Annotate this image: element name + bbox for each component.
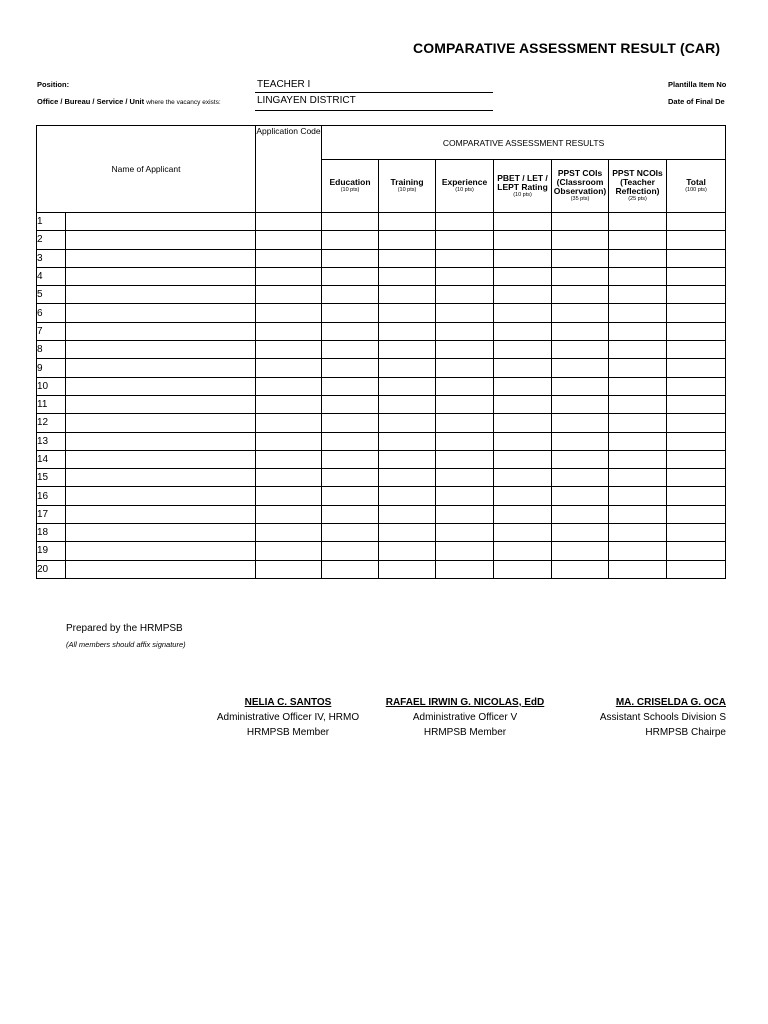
row-number: 2 <box>37 231 66 249</box>
table-row <box>37 487 726 505</box>
experience-cell[interactable] <box>436 487 494 505</box>
row-number: 5 <box>37 286 66 304</box>
training-cell[interactable] <box>379 286 436 304</box>
signatory-3 <box>596 695 726 740</box>
application-code-cell[interactable] <box>256 359 322 377</box>
experience-cell[interactable] <box>436 304 494 322</box>
signatory-name: NELIA C. SANTOS <box>244 697 332 708</box>
education-cell[interactable] <box>322 395 379 413</box>
application-code-cell[interactable] <box>256 414 322 432</box>
total-cell[interactable] <box>667 542 726 560</box>
total-cell[interactable] <box>667 505 726 523</box>
application-code-cell[interactable] <box>256 469 322 487</box>
ncois-cell[interactable] <box>609 249 667 267</box>
applicant-name-cell[interactable] <box>66 414 256 432</box>
experience-cell[interactable] <box>436 286 494 304</box>
table-row <box>37 231 726 249</box>
applicant-name-cell[interactable] <box>66 322 256 340</box>
total-cell[interactable] <box>667 249 726 267</box>
application-code-cell[interactable] <box>256 377 322 395</box>
applicant-name-cell[interactable] <box>66 560 256 578</box>
total-cell[interactable] <box>667 469 726 487</box>
application-code-cell[interactable] <box>256 304 322 322</box>
table-row <box>37 359 726 377</box>
signatory-role: HRMPSB Member <box>246 727 330 738</box>
education-cell[interactable] <box>322 450 379 468</box>
table-row <box>37 542 726 560</box>
education-cell[interactable] <box>322 469 379 487</box>
cois-cell[interactable] <box>552 341 609 359</box>
applicant-name-cell[interactable] <box>66 432 256 450</box>
criterion-total-header <box>667 160 726 213</box>
cois-cell[interactable] <box>552 524 609 542</box>
signatory-position: Assistant Schools Division S <box>599 712 726 723</box>
cois-cell[interactable] <box>552 231 609 249</box>
applicant-name-cell[interactable] <box>66 304 256 322</box>
application-code-cell[interactable] <box>256 560 322 578</box>
cois-cell[interactable] <box>552 487 609 505</box>
total-cell[interactable] <box>667 432 726 450</box>
table-row <box>37 267 726 285</box>
rating-cell[interactable] <box>494 322 552 340</box>
plantilla-label: Plantilla Item No <box>668 80 727 89</box>
row-number: 13 <box>37 432 66 450</box>
signatory-position: Administrative Officer IV, HRMO <box>216 712 360 723</box>
table-row <box>37 469 726 487</box>
experience-cell[interactable] <box>436 414 494 432</box>
education-cell[interactable] <box>322 341 379 359</box>
applicant-name-cell[interactable] <box>66 341 256 359</box>
office-underline <box>255 110 493 111</box>
total-cell[interactable] <box>667 286 726 304</box>
applicant-name-cell[interactable] <box>66 213 256 231</box>
position-value: TEACHER I <box>257 79 311 90</box>
table-row <box>37 450 726 468</box>
criterion-education-header <box>322 160 379 213</box>
cois-cell[interactable] <box>552 304 609 322</box>
applicant-name-cell[interactable] <box>66 231 256 249</box>
ncois-cell[interactable] <box>609 231 667 249</box>
applicant-name-cell[interactable] <box>66 505 256 523</box>
position-label: Position: <box>37 80 70 89</box>
cois-cell[interactable] <box>552 450 609 468</box>
rating-cell[interactable] <box>494 359 552 377</box>
education-cell[interactable] <box>322 560 379 578</box>
signatory-name: MA. CRISELDA G. OCA <box>615 697 726 708</box>
row-number: 7 <box>37 322 66 340</box>
criterion-points: (10 pts) <box>340 187 360 193</box>
row-number: 1 <box>37 213 66 231</box>
application-code-cell[interactable] <box>256 213 322 231</box>
experience-cell[interactable] <box>436 542 494 560</box>
application-code-header: Application Code <box>256 126 322 213</box>
office-label <box>37 97 221 106</box>
signatory-2 <box>370 695 560 740</box>
total-cell[interactable] <box>667 377 726 395</box>
total-cell[interactable] <box>667 213 726 231</box>
row-number: 9 <box>37 359 66 377</box>
experience-cell[interactable] <box>436 432 494 450</box>
cois-cell[interactable] <box>552 267 609 285</box>
ncois-cell[interactable] <box>609 359 667 377</box>
cois-cell[interactable] <box>552 377 609 395</box>
table-row <box>37 432 726 450</box>
criterion-points: (35 pts) <box>570 196 590 202</box>
application-code-cell[interactable] <box>256 395 322 413</box>
criterion-points: (100 pts) <box>685 187 707 193</box>
row-number: 3 <box>37 249 66 267</box>
training-cell[interactable] <box>379 213 436 231</box>
cois-cell[interactable] <box>552 249 609 267</box>
cois-cell[interactable] <box>552 542 609 560</box>
experience-cell[interactable] <box>436 395 494 413</box>
table-row <box>37 560 726 578</box>
rating-cell[interactable] <box>494 560 552 578</box>
cois-cell[interactable] <box>552 469 609 487</box>
ncois-cell[interactable] <box>609 377 667 395</box>
ncois-cell[interactable] <box>609 524 667 542</box>
training-cell[interactable] <box>379 267 436 285</box>
ncois-cell[interactable] <box>609 542 667 560</box>
cois-cell[interactable] <box>552 286 609 304</box>
cois-cell[interactable] <box>552 322 609 340</box>
table-row <box>37 249 726 267</box>
total-cell[interactable] <box>667 267 726 285</box>
cois-cell[interactable] <box>552 560 609 578</box>
education-cell[interactable] <box>322 542 379 560</box>
training-cell[interactable] <box>379 432 436 450</box>
ncois-cell[interactable] <box>609 286 667 304</box>
applicant-name-cell[interactable] <box>66 469 256 487</box>
applicant-name-cell[interactable] <box>66 450 256 468</box>
training-cell[interactable] <box>379 377 436 395</box>
applicant-name-cell[interactable] <box>66 286 256 304</box>
table-row <box>37 213 726 231</box>
training-cell[interactable] <box>379 231 436 249</box>
education-cell[interactable] <box>322 505 379 523</box>
training-cell[interactable] <box>379 542 436 560</box>
cois-cell[interactable] <box>552 395 609 413</box>
application-code-cell[interactable] <box>256 249 322 267</box>
application-code-cell[interactable] <box>256 487 322 505</box>
applicant-name-cell[interactable] <box>66 487 256 505</box>
rating-cell[interactable] <box>494 450 552 468</box>
signatory-1 <box>198 695 378 740</box>
signatory-position: Administrative Officer V <box>412 712 518 723</box>
cois-cell[interactable] <box>552 359 609 377</box>
table-row <box>37 414 726 432</box>
experience-cell[interactable] <box>436 450 494 468</box>
position-underline <box>255 92 493 93</box>
criterion-ncois-header <box>609 160 667 213</box>
criterion-rating-header <box>494 160 552 213</box>
signatory-role: HRMPSB Chairpe <box>645 727 726 738</box>
office-value: LINGAYEN DISTRICT <box>257 95 356 106</box>
application-code-cell[interactable] <box>256 524 322 542</box>
application-code-cell[interactable] <box>256 341 322 359</box>
experience-cell[interactable] <box>436 560 494 578</box>
total-cell[interactable] <box>667 359 726 377</box>
ncois-cell[interactable] <box>609 487 667 505</box>
training-cell[interactable] <box>379 395 436 413</box>
ncois-cell[interactable] <box>609 304 667 322</box>
criterion-training-header <box>379 160 436 213</box>
prepared-by: Prepared by the HRMPSB <box>66 623 183 634</box>
education-cell[interactable] <box>322 414 379 432</box>
applicant-name-cell[interactable] <box>66 524 256 542</box>
ncois-cell[interactable] <box>609 267 667 285</box>
experience-cell[interactable] <box>436 322 494 340</box>
ncois-cell[interactable] <box>609 414 667 432</box>
education-cell[interactable] <box>322 286 379 304</box>
rating-cell[interactable] <box>494 304 552 322</box>
rating-cell[interactable] <box>494 487 552 505</box>
rating-cell[interactable] <box>494 286 552 304</box>
total-cell[interactable] <box>667 487 726 505</box>
experience-cell[interactable] <box>436 524 494 542</box>
table-row <box>37 524 726 542</box>
rating-cell[interactable] <box>494 341 552 359</box>
applicant-rows <box>37 213 726 579</box>
rating-cell[interactable] <box>494 231 552 249</box>
criterion-points: (10 pts) <box>455 187 474 193</box>
total-cell[interactable] <box>667 450 726 468</box>
criterion-label: PBET / LET / LEPT Rating <box>497 172 548 192</box>
ncois-cell[interactable] <box>609 395 667 413</box>
rating-cell[interactable] <box>494 505 552 523</box>
education-cell[interactable] <box>322 524 379 542</box>
ncois-cell[interactable] <box>609 322 667 340</box>
application-code-cell[interactable] <box>256 322 322 340</box>
applicant-name-cell[interactable] <box>66 359 256 377</box>
row-number: 15 <box>37 469 66 487</box>
row-number: 20 <box>37 560 66 578</box>
training-cell[interactable] <box>379 560 436 578</box>
criterion-label: Experience <box>441 177 488 187</box>
education-cell[interactable] <box>322 304 379 322</box>
experience-cell[interactable] <box>436 341 494 359</box>
training-cell[interactable] <box>379 322 436 340</box>
applicant-name-cell[interactable] <box>66 377 256 395</box>
name-of-applicant-header: Name of Applicant <box>37 126 256 213</box>
rating-cell[interactable] <box>494 414 552 432</box>
assessment-table <box>36 125 726 579</box>
applicant-name-cell[interactable] <box>66 267 256 285</box>
ncois-cell[interactable] <box>609 450 667 468</box>
application-code-cell[interactable] <box>256 432 322 450</box>
criterion-experience-header <box>436 160 494 213</box>
row-number: 6 <box>37 304 66 322</box>
total-cell[interactable] <box>667 322 726 340</box>
cois-cell[interactable] <box>552 432 609 450</box>
rating-cell[interactable] <box>494 432 552 450</box>
total-cell[interactable] <box>667 524 726 542</box>
signatory-name: RAFAEL IRWIN G. NICOLAS, EdD <box>385 697 545 708</box>
row-number: 10 <box>37 377 66 395</box>
education-cell[interactable] <box>322 267 379 285</box>
table-row <box>37 377 726 395</box>
table-row <box>37 395 726 413</box>
prepared-note: (All members should affix signature) <box>66 640 186 649</box>
office-label-note: where the vacancy exists: <box>146 99 221 106</box>
criterion-points: (10 pts) <box>513 191 532 198</box>
experience-cell[interactable] <box>436 231 494 249</box>
row-number: 17 <box>37 505 66 523</box>
ncois-cell[interactable] <box>609 341 667 359</box>
total-cell[interactable] <box>667 341 726 359</box>
table-row <box>37 505 726 523</box>
education-cell[interactable] <box>322 377 379 395</box>
criterion-label: Total <box>686 177 706 187</box>
criterion-label: Education <box>329 177 371 187</box>
training-cell[interactable] <box>379 450 436 468</box>
row-number: 18 <box>37 524 66 542</box>
ncois-cell[interactable] <box>609 560 667 578</box>
training-cell[interactable] <box>379 359 436 377</box>
criterion-points: (25 pts) <box>628 196 647 202</box>
comparative-results-header: COMPARATIVE ASSESSMENT RESULTS <box>322 126 726 160</box>
total-cell[interactable] <box>667 304 726 322</box>
application-code-cell[interactable] <box>256 231 322 249</box>
training-cell[interactable] <box>379 249 436 267</box>
experience-cell[interactable] <box>436 267 494 285</box>
table-row <box>37 322 726 340</box>
education-cell[interactable] <box>322 213 379 231</box>
table-row <box>37 286 726 304</box>
cois-cell[interactable] <box>552 414 609 432</box>
rating-cell[interactable] <box>494 267 552 285</box>
education-cell[interactable] <box>322 322 379 340</box>
experience-cell[interactable] <box>436 359 494 377</box>
training-cell[interactable] <box>379 414 436 432</box>
applicant-name-cell[interactable] <box>66 542 256 560</box>
row-number: 8 <box>37 341 66 359</box>
row-number: 16 <box>37 487 66 505</box>
experience-cell[interactable] <box>436 505 494 523</box>
application-code-cell[interactable] <box>256 542 322 560</box>
criterion-label: PPST COIs (Classroom Observation) <box>553 168 607 196</box>
rating-cell[interactable] <box>494 249 552 267</box>
document-title: COMPARATIVE ASSESSMENT RESULT (CAR) <box>413 40 721 56</box>
total-cell[interactable] <box>667 414 726 432</box>
table-row <box>37 304 726 322</box>
education-cell[interactable] <box>322 432 379 450</box>
total-cell[interactable] <box>667 560 726 578</box>
rating-cell[interactable] <box>494 542 552 560</box>
applicant-name-cell[interactable] <box>66 395 256 413</box>
final-date-label: Date of Final De <box>668 97 725 106</box>
rating-cell[interactable] <box>494 524 552 542</box>
criterion-cois-header <box>552 160 609 213</box>
application-code-cell[interactable] <box>256 450 322 468</box>
rating-cell[interactable] <box>494 377 552 395</box>
training-cell[interactable] <box>379 505 436 523</box>
criterion-label: Training <box>390 177 424 187</box>
experience-cell[interactable] <box>436 377 494 395</box>
education-cell[interactable] <box>322 249 379 267</box>
office-label-text: Office / Bureau / Service / Unit <box>37 97 145 106</box>
row-number: 14 <box>37 450 66 468</box>
education-cell[interactable] <box>322 359 379 377</box>
ncois-cell[interactable] <box>609 432 667 450</box>
rating-cell[interactable] <box>494 213 552 231</box>
cois-cell[interactable] <box>552 213 609 231</box>
row-number: 19 <box>37 542 66 560</box>
experience-cell[interactable] <box>436 249 494 267</box>
rating-cell[interactable] <box>494 469 552 487</box>
education-cell[interactable] <box>322 231 379 249</box>
total-cell[interactable] <box>667 395 726 413</box>
education-cell[interactable] <box>322 487 379 505</box>
cois-cell[interactable] <box>552 505 609 523</box>
ncois-cell[interactable] <box>609 469 667 487</box>
row-number: 11 <box>37 395 66 413</box>
table-row <box>37 341 726 359</box>
total-cell[interactable] <box>667 231 726 249</box>
signatory-role: HRMPSB Member <box>423 727 507 738</box>
application-code-cell[interactable] <box>256 505 322 523</box>
row-number: 4 <box>37 267 66 285</box>
ncois-cell[interactable] <box>609 505 667 523</box>
application-code-cell[interactable] <box>256 267 322 285</box>
row-number: 12 <box>37 414 66 432</box>
criterion-label: PPST NCOIs (Teacher Reflection) <box>612 168 663 196</box>
training-cell[interactable] <box>379 469 436 487</box>
training-cell[interactable] <box>379 304 436 322</box>
training-cell[interactable] <box>379 524 436 542</box>
ncois-cell[interactable] <box>609 213 667 231</box>
criterion-points: (10 pts) <box>397 187 417 193</box>
experience-cell[interactable] <box>436 213 494 231</box>
rating-cell[interactable] <box>494 395 552 413</box>
applicant-name-cell[interactable] <box>66 249 256 267</box>
training-cell[interactable] <box>379 341 436 359</box>
training-cell[interactable] <box>379 487 436 505</box>
experience-cell[interactable] <box>436 469 494 487</box>
application-code-cell[interactable] <box>256 286 322 304</box>
